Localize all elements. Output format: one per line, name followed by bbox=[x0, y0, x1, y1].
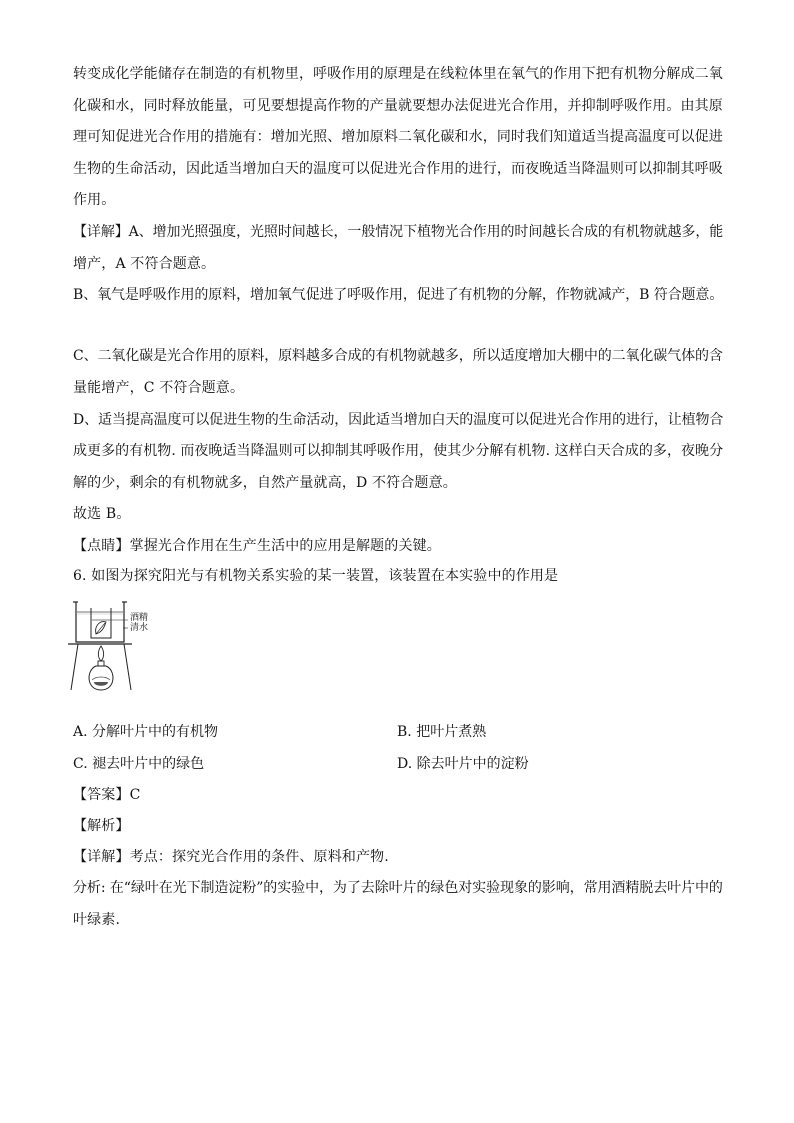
detail-a-line: 增产，A 不符合题意。 bbox=[73, 256, 216, 272]
analysis-line: 叶绿素. bbox=[73, 912, 121, 928]
detail-a-line: 【详解】A、增加光照强度，光照时间越长，一般情况下植物光合作用的时间越长合成的有机物就越多，能 bbox=[73, 224, 724, 240]
analysis-header: 【解析】 bbox=[73, 818, 130, 834]
alcohol-label: 酒精 bbox=[130, 613, 149, 623]
detail-c-line: C、二氧化碳是光合作用的原料，原料越多合成的有机物就越多，所以适度增加大棚中的二氧化碳气体的含 bbox=[73, 348, 723, 364]
analysis-line: 分析: 在“绿叶在光下制造淀粉”的实验中，为了去除叶片的绿色对实验现象的影响，常用酒精脱去叶片中的 bbox=[73, 880, 723, 896]
text-line: 生物的生命活动，因此适当增加白天的温度可以促进光合作用的进行，而夜晚适当降温则可以抑制其呼吸 bbox=[73, 161, 723, 177]
detail-d-line: D、适当提高温度可以促进生物的生命活动，因此适当增加白天的温度可以促进光合作用的进行，让植物合 bbox=[73, 412, 724, 428]
option-c[interactable]: C. 褪去叶片中的绿色 bbox=[73, 756, 205, 772]
experiment-figure bbox=[68, 598, 160, 694]
water-label: 清水 bbox=[130, 623, 149, 633]
text-line: 理可知促进光合作用的措施有：增加光照、增加原料二氧化碳和水，同时我们知道适当提高温度可以促进 bbox=[73, 129, 723, 145]
note-line: 【点睛】掌握光合作用在生产生活中的应用是解题的关键。 bbox=[73, 538, 441, 554]
detail-d-line: 解的少，剩余的有机物就多，自然产量就高，D 不符合题意。 bbox=[73, 475, 457, 491]
detail-line: 【详解】考点：探究光合作用的条件、原料和产物. bbox=[73, 849, 389, 865]
detail-b-line: B、氧气是呼吸作用的原料，增加氧气促进了呼吸作用，促进了有机物的分解，作物就减产，B 符合题意。 bbox=[73, 287, 724, 303]
option-b[interactable]: B. 把叶片煮熟 bbox=[397, 724, 487, 740]
detail-c-line: 量能增产，C 不符合题意。 bbox=[73, 380, 245, 396]
text-line: 作用。 bbox=[73, 192, 116, 208]
option-a[interactable]: A. 分解叶片中的有机物 bbox=[73, 724, 219, 740]
question-stem: 6. 如图为探究阳光与有机物关系实验的某一装置，该装置在本实验中的作用是 bbox=[73, 568, 559, 584]
option-d[interactable]: D. 除去叶片中的淀粉 bbox=[397, 756, 529, 772]
choice-line: 故选 B。 bbox=[73, 506, 131, 522]
answer-line: 【答案】C bbox=[73, 787, 141, 803]
detail-d-line: 成更多的有机物. 而夜晚适当降温则可以抑制其呼吸作用，使其少分解有机物. 这样白天合成的多，夜晚分 bbox=[73, 443, 724, 459]
text-line: 化碳和水，同时释放能量，可见要想提高作物的产量就要想办法促进光合作用，并抑制呼吸作用。由其原 bbox=[73, 98, 723, 114]
text-line: 转变成化学能储存在制造的有机物里，呼吸作用的原理是在线粒体里在氧气的作用下把有机物分解成二氧 bbox=[73, 66, 723, 82]
